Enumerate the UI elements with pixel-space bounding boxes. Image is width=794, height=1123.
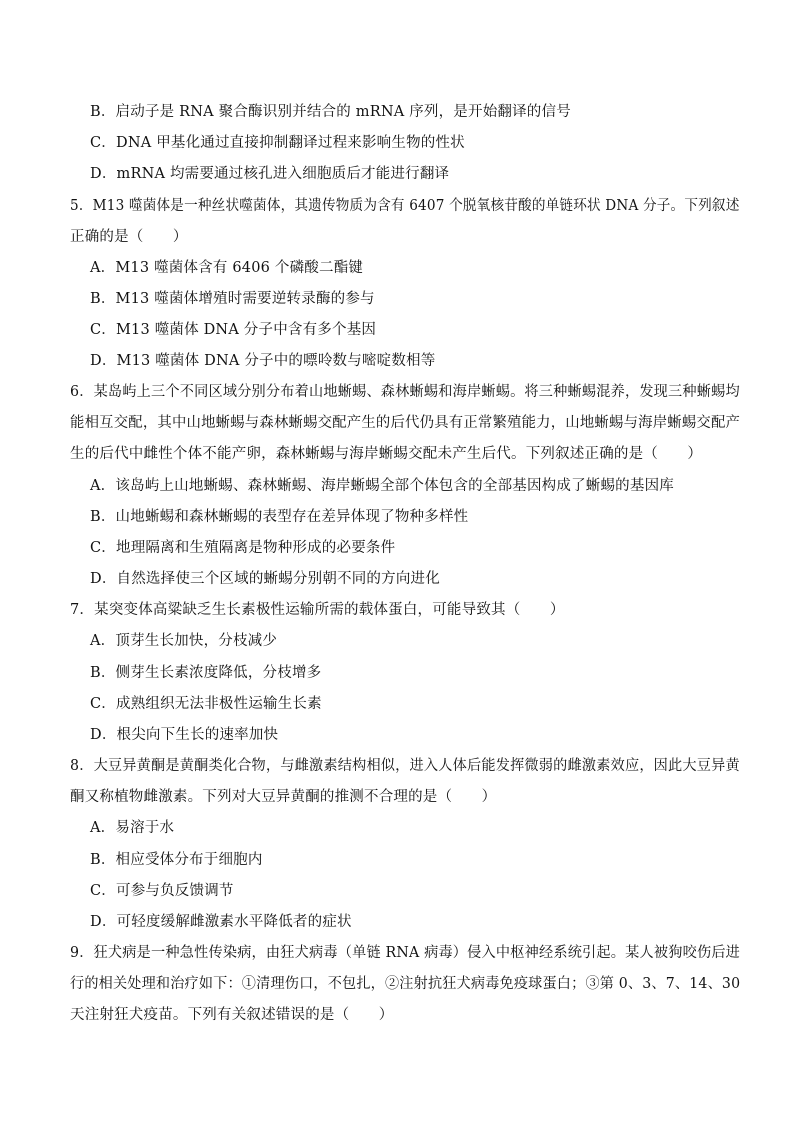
q8-stem-line2: 酮又称植物雌激素。下列对大豆异黄酮的推测不合理的是（ ） xyxy=(70,789,497,805)
q8-stem-line1: 8．大豆异黄酮是黄酮类化合物，与雌激素结构相似，进入人体后能发挥微弱的雌激素效应，因此大豆异黄 xyxy=(70,758,740,774)
q4-option-c: C．DNA 甲基化通过直接抑制翻译过程来影响生物的性状 xyxy=(90,135,465,151)
q5-option-a: A．M13 噬菌体含有 6406 个磷酸二酯键 xyxy=(90,260,364,276)
q7-stem: 7．某突变体高粱缺乏生长素极性运输所需的载体蛋白，可能导致其（ ） xyxy=(70,602,565,618)
q6-stem-line1: 6．某岛屿上三个不同区域分别分布着山地蜥蜴、森林蜥蜴和海岸蜥蜴。将三种蜥蜴混养，发现三种蜥蜴均 xyxy=(70,384,740,400)
q5-option-b: B．M13 噬菌体增殖时需要逆转录酶的参与 xyxy=(90,291,375,307)
q6-option-b: B．山地蜥蜴和森林蜥蜴的表型存在差异体现了物种多样性 xyxy=(90,509,469,525)
q7-option-a: A．顶芽生长加快，分枝减少 xyxy=(90,633,278,649)
q7-option-b: B．侧芽生长素浓度降低，分枝增多 xyxy=(90,665,322,681)
q6-stem-line2: 能相互交配，其中山地蜥蜴与森林蜥蜴交配产生的后代仍具有正常繁殖能力，山地蜥蜴与海岸蜥蜴交配产 xyxy=(70,415,741,431)
q8-option-c: C．可参与负反馈调节 xyxy=(90,883,234,899)
q4-option-b: B．启动子是 RNA 聚合酶识别并结合的 mRNA 序列，是开始翻译的信号 xyxy=(90,104,571,120)
q4-option-d: D．mRNA 均需要通过核孔进入细胞质后才能进行翻译 xyxy=(90,166,450,182)
q7-option-d: D．根尖向下生长的速率加快 xyxy=(90,727,279,743)
q5-option-d: D．M13 噬菌体 DNA 分子中的嘌呤数与嘧啶数相等 xyxy=(90,353,436,369)
q9-stem-line3: 天注射狂犬疫苗。下列有关叙述错误的是（ ） xyxy=(70,1007,394,1023)
q6-option-a: A．该岛屿上山地蜥蜴、森林蜥蜴、海岸蜥蜴全部个体包含的全部基因构成了蜥蜴的基因库 xyxy=(90,478,674,494)
q9-stem-line1: 9．狂犬病是一种急性传染病，由狂犬病毒（单链 RNA 病毒）侵入中枢神经系统引起。某人被狗咬伤后进 xyxy=(70,945,741,961)
q8-option-a: A．易溶于水 xyxy=(90,820,175,836)
q5-stem-line2: 正确的是（ ） xyxy=(70,229,188,245)
q6-option-d: D．自然选择使三个区域的蜥蜴分别朝不同的方向进化 xyxy=(90,571,440,587)
q9-stem-line2: 行的相关处理和治疗如下：①清理伤口，不包扎，②注射抗狂犬病毒免疫球蛋白；③第 0、3、7、14、30 xyxy=(70,976,741,992)
q5-option-c: C．M13 噬菌体 DNA 分子中含有多个基因 xyxy=(90,322,377,338)
q8-option-d: D．可轻度缓解雌激素水平降低者的症状 xyxy=(90,914,352,930)
q6-option-c: C．地理隔离和生殖隔离是物种形成的必要条件 xyxy=(90,540,396,556)
q6-stem-line3: 生的后代中雌性个体不能产卵，森林蜥蜴与海岸蜥蜴交配未产生后代。下列叙述正确的是（ ） xyxy=(70,446,703,462)
q8-option-b: B．相应受体分布于细胞内 xyxy=(90,852,263,868)
q7-option-c: C．成熟组织无法非极性运输生长素 xyxy=(90,696,322,712)
q5-stem-line1: 5．M13 噬菌体是一种丝状噬菌体，其遗传物质为含有 6407 个脱氧核苷酸的单链环状 DNA 分子。下列叙述 xyxy=(70,198,740,214)
